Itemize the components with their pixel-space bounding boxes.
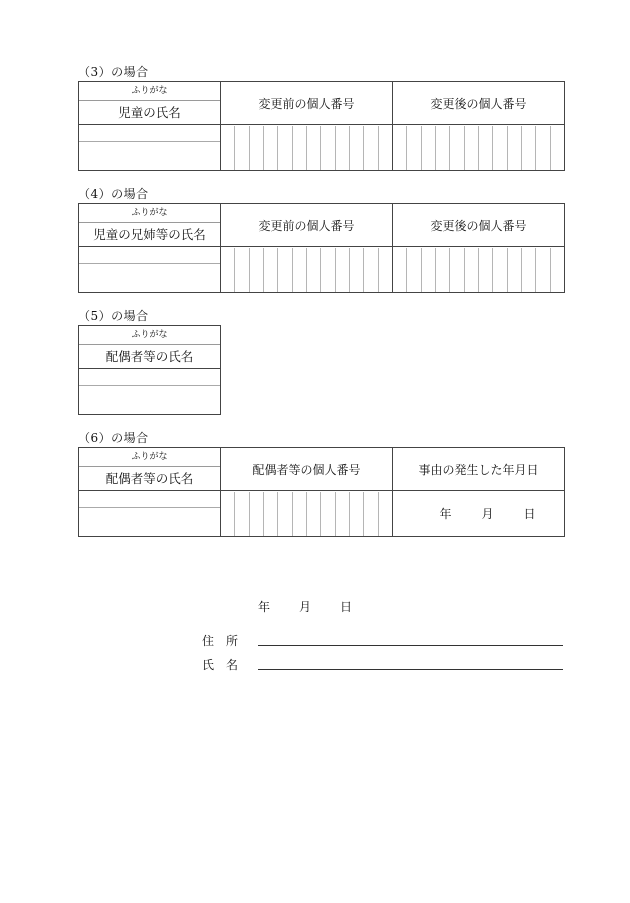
section-6-title: （6）の場合 [78,431,149,445]
spouse-name-input[interactable] [79,491,221,537]
year-unit: 年 [439,507,452,521]
section-6-table [78,447,565,537]
child-name-label: 児童の氏名 [118,105,181,120]
month-unit: 月 [299,600,312,614]
before-number-input[interactable] [221,125,393,171]
before-number-input[interactable] [221,247,393,293]
name-header-cell [79,326,221,369]
section-4-table [78,203,565,293]
furigana-input[interactable] [79,491,220,508]
address-field[interactable] [258,645,563,646]
name-header-cell [79,82,221,125]
furigana-input[interactable] [79,125,220,142]
spouse-name-label: 配偶者等の氏名 [105,349,194,364]
spouse-name-input[interactable] [79,369,221,415]
name-input[interactable] [79,508,220,536]
name-input[interactable] [79,264,220,292]
furigana-label: ふりがな [79,82,220,101]
before-number-header: 変更前の個人番号 [221,82,393,125]
after-number-input[interactable] [393,247,565,293]
name-input[interactable] [79,142,220,170]
furigana-label: ふりがな [79,204,220,223]
event-date-header: 事由の発生した年月日 [393,448,565,491]
name-label: 氏名 [202,658,251,672]
sibling-name-label: 児童の兄姉等の氏名 [93,227,206,242]
spouse-number-header: 配偶者等の個人番号 [221,448,393,491]
spouse-name-label: 配偶者等の氏名 [105,471,194,486]
name-field[interactable] [258,669,563,670]
section-5-title: （5）の場合 [78,309,149,323]
after-number-header: 変更後の個人番号 [393,82,565,125]
before-number-header: 変更前の個人番号 [221,204,393,247]
section-3-table [78,81,565,171]
furigana-input[interactable] [79,369,220,386]
event-date-input[interactable] [393,491,565,537]
spouse-number-input[interactable] [221,491,393,537]
furigana-label: ふりがな [79,326,220,345]
after-number-header: 変更後の個人番号 [393,204,565,247]
after-number-input[interactable] [393,125,565,171]
furigana-input[interactable] [79,247,220,264]
month-unit: 月 [481,507,494,521]
section-3-title: （3）の場合 [78,65,149,79]
address-label: 住所 [202,634,251,648]
section-5-table [78,325,221,415]
name-header-cell [79,204,221,247]
year-unit: 年 [258,600,271,614]
furigana-label: ふりがな [79,448,220,467]
section-4-title: （4）の場合 [78,187,149,201]
name-input[interactable] [79,386,220,414]
name-header-cell [79,448,221,491]
child-name-input[interactable] [79,125,221,171]
day-unit: 日 [340,600,353,614]
submission-date[interactable] [258,598,381,615]
day-unit: 日 [523,507,536,521]
sibling-name-input[interactable] [79,247,221,293]
